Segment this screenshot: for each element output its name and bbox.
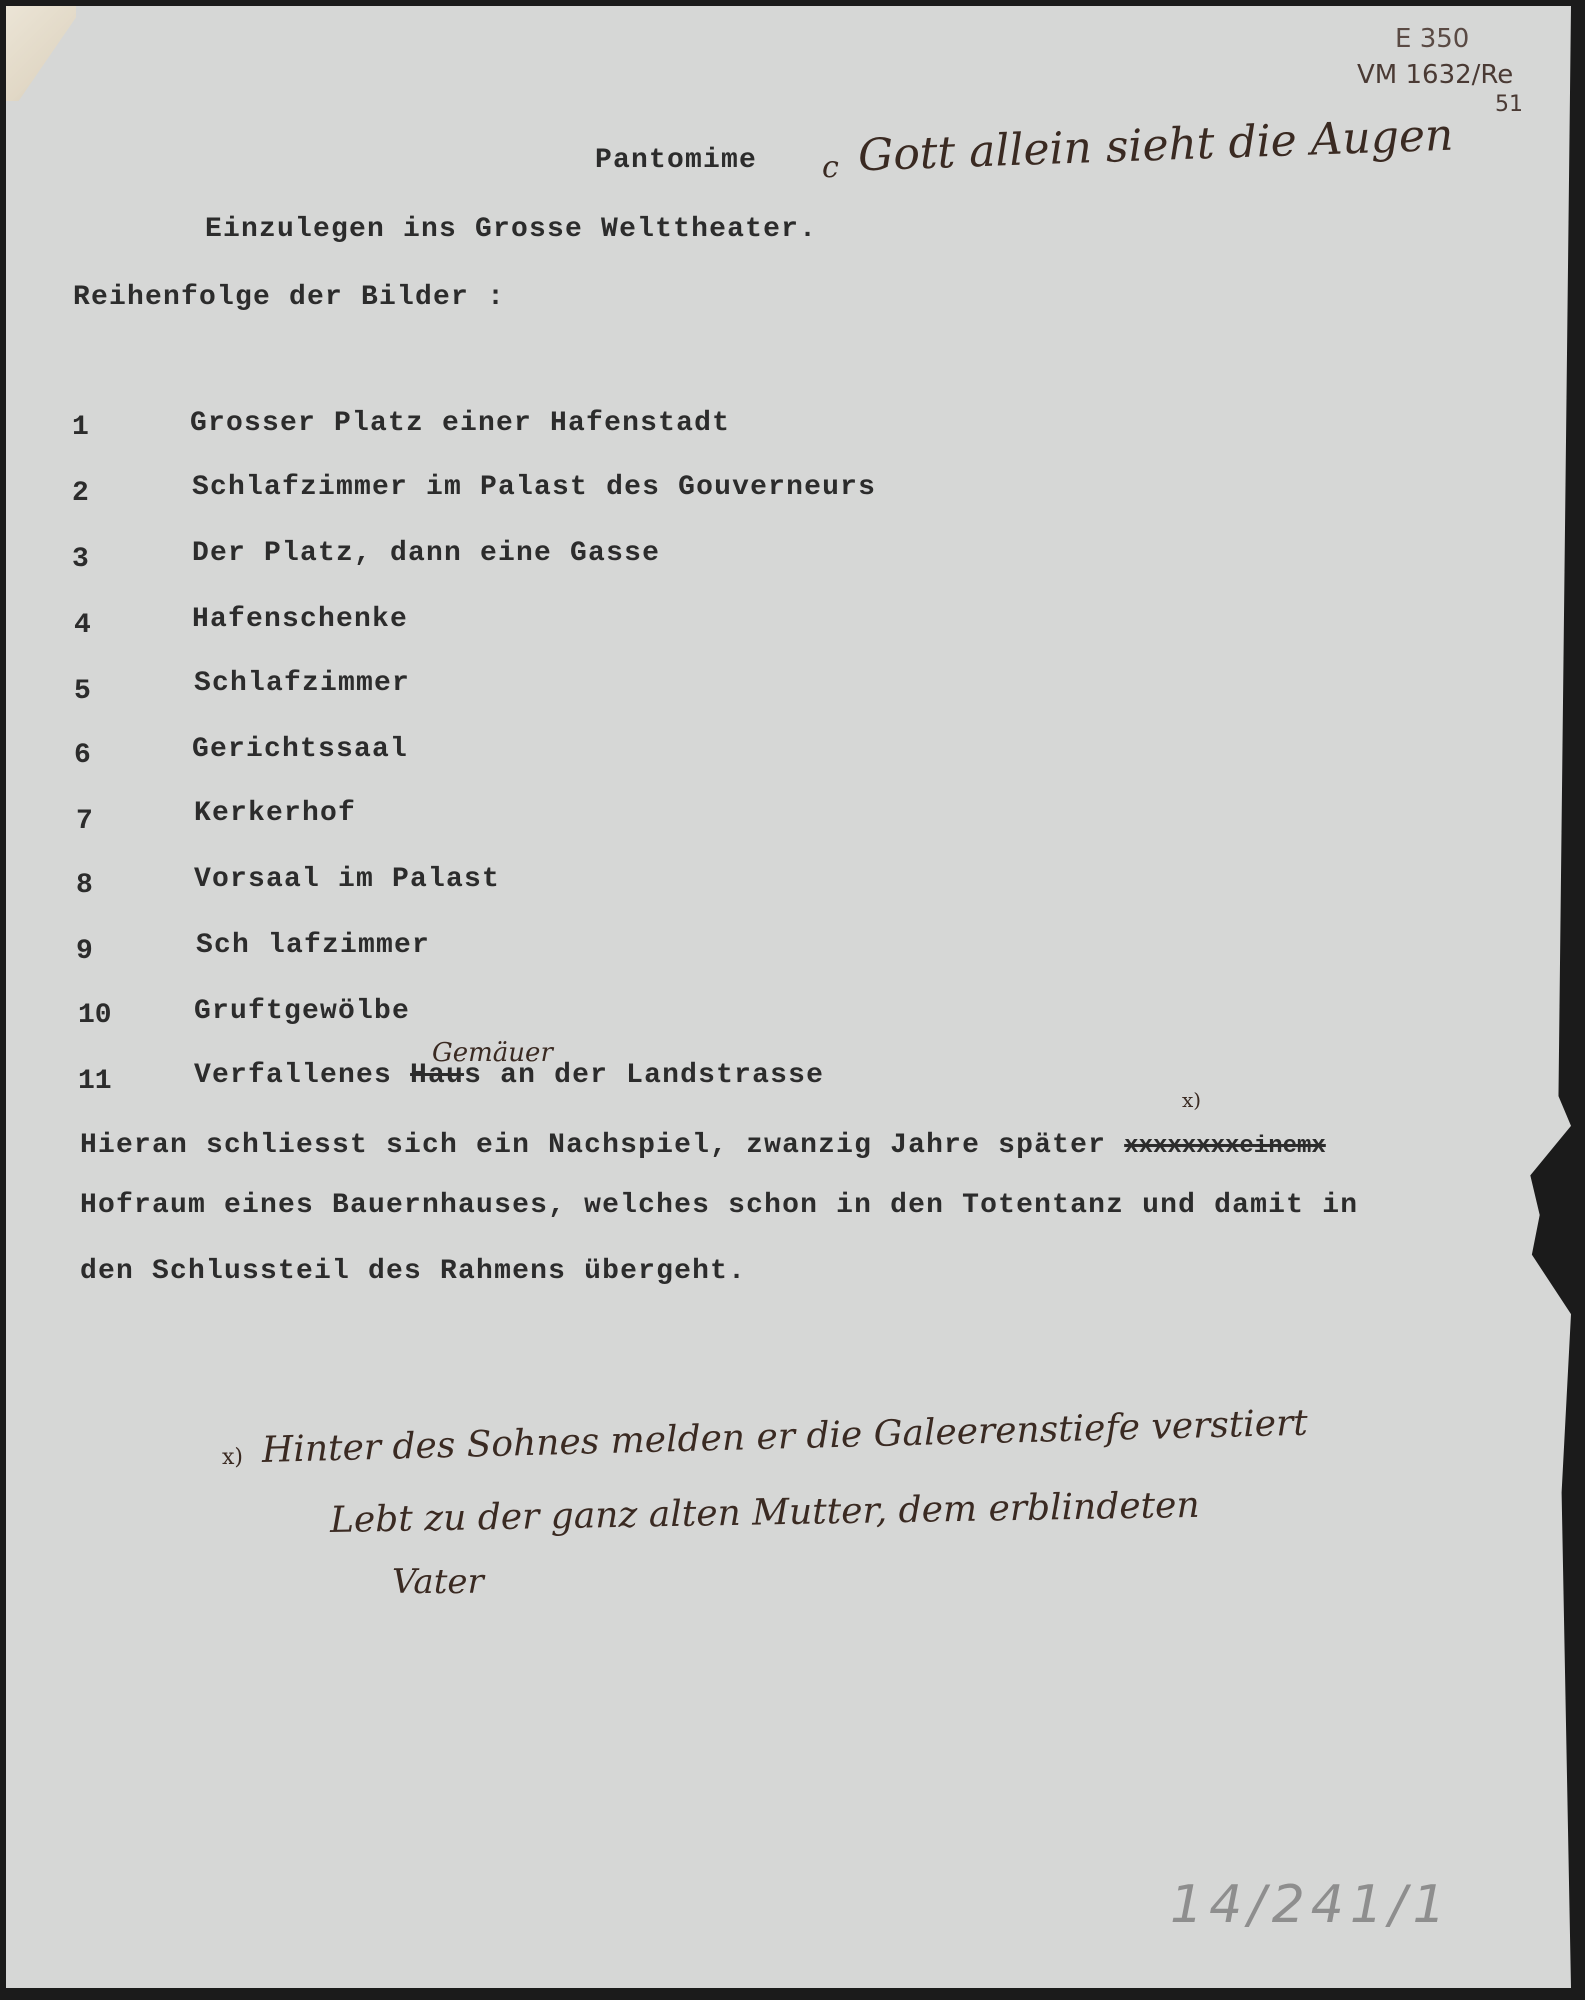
paragraph-line-1 bbox=[80, 1130, 1326, 1161]
scene-number: 5 bbox=[74, 676, 91, 707]
archive-mark-line3: 51 bbox=[1495, 92, 1523, 117]
footnote-line-3: Vater bbox=[392, 1562, 484, 1602]
scene-number: 4 bbox=[74, 610, 91, 641]
scene-number: 8 bbox=[76, 870, 93, 901]
scene-text: Grosser Platz einer Hafenstadt bbox=[190, 408, 731, 439]
scene-number: 3 bbox=[72, 544, 89, 575]
scene-number: 10 bbox=[78, 1000, 112, 1031]
footnote-marker-inline: x) bbox=[1182, 1088, 1202, 1112]
scene-text: Der Platz, dann eine Gasse bbox=[192, 538, 661, 569]
scene-text-after: s an der Landstrasse bbox=[464, 1060, 825, 1091]
scene-number: 1 bbox=[72, 412, 89, 443]
footnote-line-1: Hinter des Sohnes melden er die Galeerenstiefe verstiert bbox=[261, 1402, 1309, 1471]
scene-text: Vorsaal im Palast bbox=[194, 864, 501, 895]
struck-text: xxxxxxxxeinemx bbox=[1124, 1133, 1326, 1160]
document-title: Pantomime bbox=[595, 145, 758, 176]
scene-number: 7 bbox=[76, 806, 93, 837]
scene-text: Hafenschenke bbox=[192, 604, 409, 635]
scene-number: 11 bbox=[78, 1066, 112, 1097]
title-annotation-prefix: c bbox=[822, 150, 839, 185]
scene-text-before: Verfallenes bbox=[194, 1060, 411, 1091]
scene-number: 6 bbox=[74, 740, 91, 771]
scene-text: Gerichtssaal bbox=[192, 734, 409, 765]
title-handwritten-annotation: Gott allein sieht die Augen bbox=[857, 109, 1455, 182]
scene-text: Schlafzimmer im Palast des Gouverneurs bbox=[192, 472, 877, 503]
section-heading: Reihenfolge der Bilder : bbox=[73, 282, 506, 313]
document-subtitle: Einzulegen ins Grosse Welttheater. bbox=[205, 214, 818, 245]
paragraph-line-2: Hofraum eines Bauernhauses, welches schon in den Totentanz und damit in bbox=[80, 1190, 1359, 1221]
paragraph-line-3: den Schlussteil des Rahmens übergeht. bbox=[80, 1256, 747, 1287]
scene-text: Gruftgewölbe bbox=[194, 996, 411, 1027]
struck-word: Hau bbox=[410, 1060, 465, 1091]
archive-mark-line2: VM 1632/Re bbox=[1357, 60, 1514, 90]
paragraph-line-1-text: Hieran schliesst sich ein Nachspiel, zwanzig Jahre später bbox=[80, 1130, 1125, 1161]
footnote-mark: x) bbox=[222, 1445, 243, 1470]
scene-text: Schlafzimmer bbox=[194, 668, 411, 699]
scene-text: Sch lafzimmer bbox=[196, 930, 431, 961]
scene-number: 2 bbox=[72, 478, 89, 509]
footnote-line-2: Lebt zu der ganz alten Mutter, dem erblindeten bbox=[329, 1484, 1200, 1541]
archive-mark-line1: E 350 bbox=[1395, 24, 1470, 54]
scene-number: 9 bbox=[76, 936, 93, 967]
scene-text: Kerkerhof bbox=[194, 798, 357, 829]
handwritten-insertion: Gemäuer bbox=[432, 1038, 553, 1068]
folio-number: 14/241/1 bbox=[1170, 1875, 1452, 1935]
